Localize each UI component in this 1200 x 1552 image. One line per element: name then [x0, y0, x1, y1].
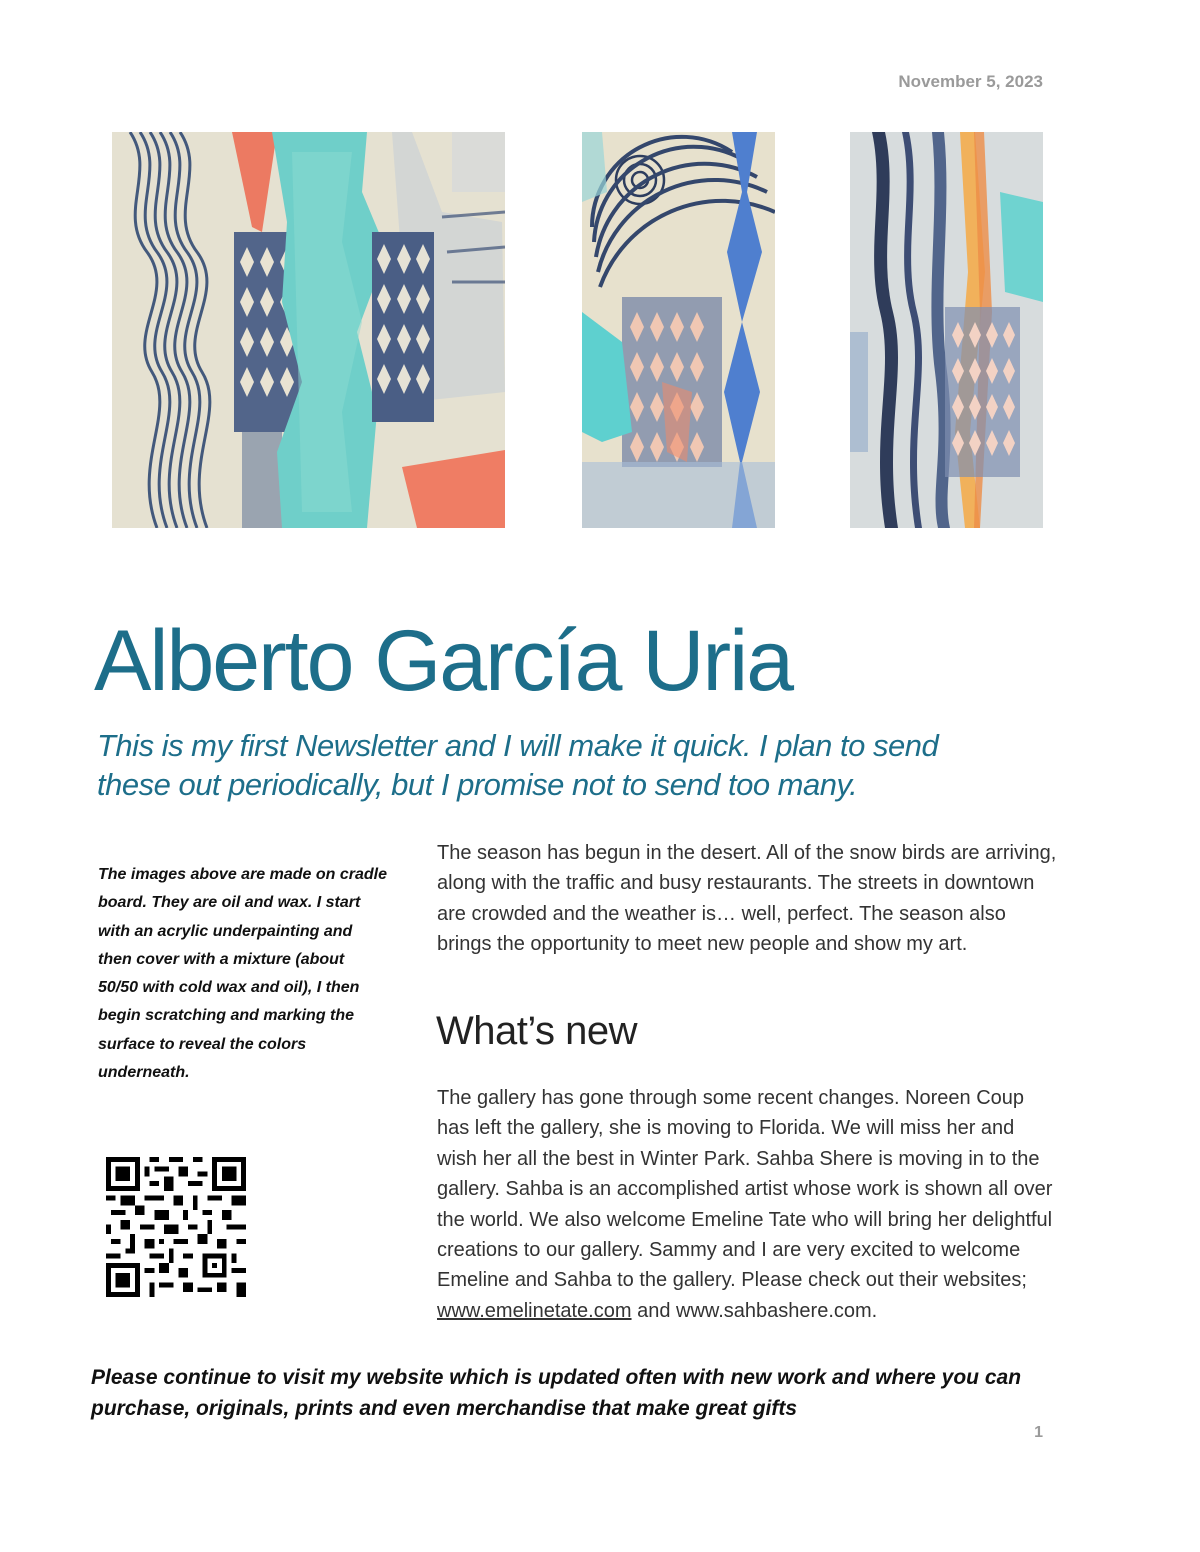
whats-new-text: The gallery has gone through some recent changes. Noreen Coup has left the gallery, she is moving to Florida. We will miss her and wish her all the best in Winter Park. Sahba Shere is moving in to the gallery. Sahba is an accomplished artist whose work is shown all over the world. We also welcome Emeline Tate who will bring her delightful creations to our gallery. Sammy and I are very excited to welcome Emeline and Sahba to the gallery. Please check out their websites;	[437, 1087, 1053, 1292]
newsletter-date: November 5, 2023	[898, 72, 1043, 91]
artist-name-title: Alberto García Uria	[94, 613, 793, 709]
newsletter-subtitle: This is my first Newsletter and I will make it quick. I plan to send these out periodically, but I promise not to send too many.	[97, 728, 939, 802]
artwork-caption: The images above are made on cradle board. They are oil and wax. I start with an acrylic underpainting and then cover with a mixture (about 50/50 with cold wax and oil), I then begin scratching and marking the surface to reveal the colors underneath.	[98, 866, 388, 1082]
painting-tall-vertical-image	[850, 132, 1043, 528]
website-visit-note: Please continue to visit my website which is updated often with new work and where you can purchase, originals, prints and even merchandise that make great gifts	[91, 1366, 1022, 1420]
whats-new-text-end: and www.sahbashere.com.	[631, 1299, 878, 1322]
painting-square-image	[112, 132, 505, 528]
whats-new-paragraph	[437, 1083, 1057, 1326]
intro-paragraph: The season has begun in the desert. All of the snow birds are arriving, along with the traffic and busy restaurants. The streets in downtown are crowded and the weather is… well, perfect. The season also brings the opportunity to meet new people and show my art.	[437, 842, 1057, 956]
painting-tall-spiral-image	[582, 132, 775, 528]
page-number: 1	[1034, 1424, 1043, 1441]
whats-new-heading: What’s new	[436, 1009, 638, 1053]
emelinetate-link[interactable]: www.emelinetate.com	[437, 1299, 632, 1322]
qr-code-image[interactable]	[106, 1157, 246, 1297]
